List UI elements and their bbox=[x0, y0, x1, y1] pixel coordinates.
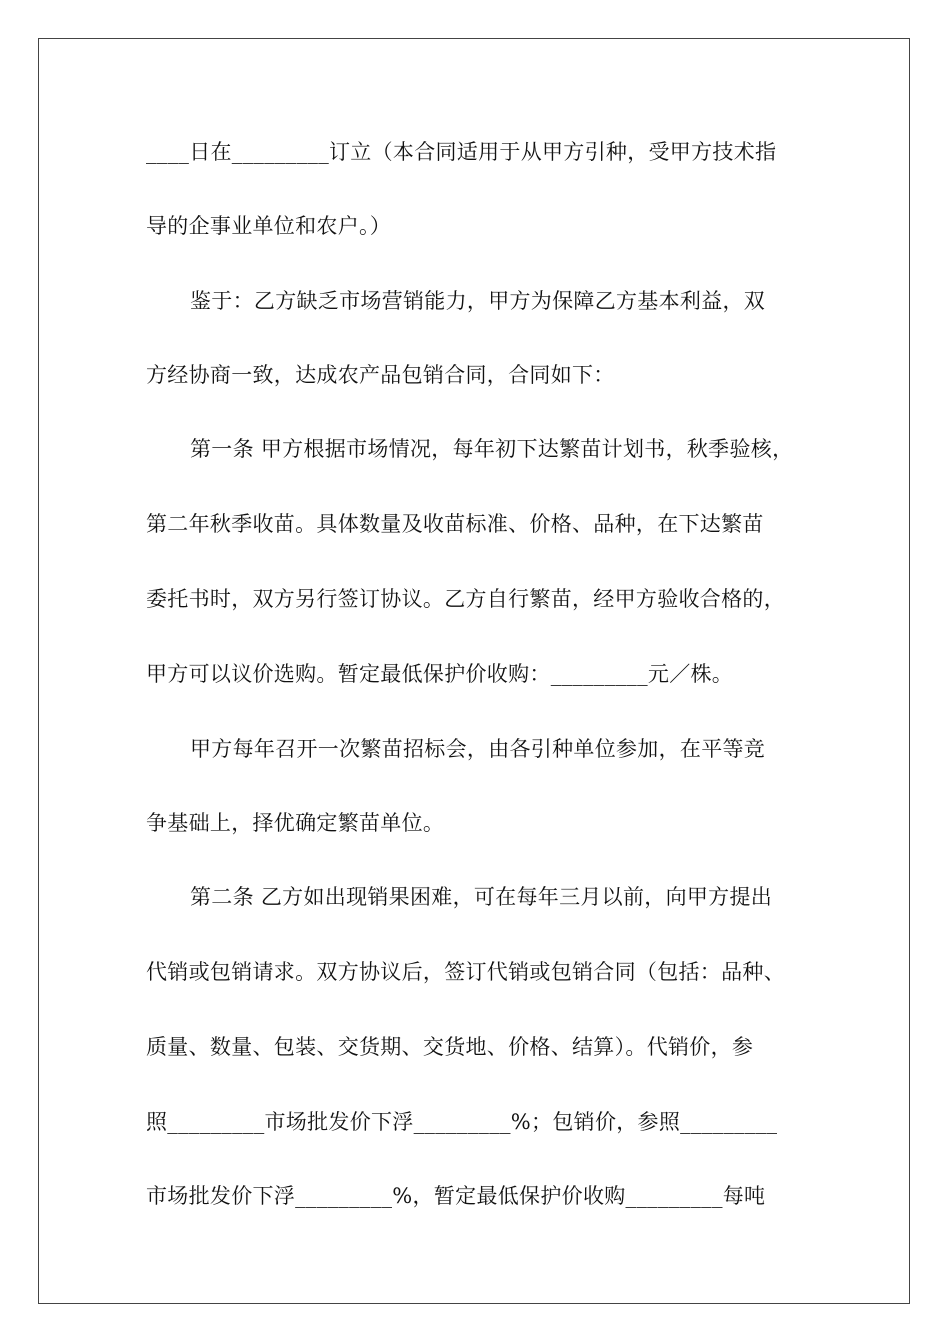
text-line-6: 第二年秋季收苗。具体数量及收苗标准、价格、品种，在下达繁苗 bbox=[146, 512, 764, 536]
text-line-9: 甲方每年召开一次繁苗招标会，由各引种单位参加，在平等竞 bbox=[190, 737, 766, 761]
text-line-12: 代销或包销请求。双方协议后，签订代销或包销合同（包括：品种、 bbox=[146, 960, 785, 984]
text-line-7: 委托书时，双方另行签订协议。乙方自行繁苗，经甲方验收合格的， bbox=[146, 587, 785, 611]
text-line-14: 照_________市场批发价下浮_________%；包销价，参照_________ bbox=[146, 1110, 778, 1134]
text-line-8: 甲方可以议价选购。暂定最低保护价收购：_________元／株。 bbox=[146, 662, 734, 686]
text-line-1: ____日在_________订立（本合同适用于从甲方引种，受甲方技术指 bbox=[146, 140, 777, 164]
text-line-5: 第一条 甲方根据市场情况，每年初下达繁苗计划书，秋季验核， bbox=[190, 437, 794, 461]
text-line-4: 方经协商一致，达成农产品包销合同，合同如下： bbox=[146, 363, 615, 387]
text-line-13: 质量、数量、包装、交货期、交货地、价格、结算）。代销价，参 bbox=[146, 1035, 754, 1059]
text-line-2: 导的企事业单位和农户。） bbox=[146, 214, 392, 238]
text-line-11: 第二条 乙方如出现销果困难，可在每年三月以前，向甲方提出 bbox=[190, 885, 773, 909]
text-line-3: 鉴于：乙方缺乏市场营销能力，甲方为保障乙方基本利益，双 bbox=[190, 289, 766, 313]
text-line-15: 市场批发价下浮_________%，暂定最低保护价收购_________每吨 bbox=[146, 1184, 766, 1208]
text-line-10: 争基础上，择优确定繁苗单位。 bbox=[146, 811, 445, 835]
